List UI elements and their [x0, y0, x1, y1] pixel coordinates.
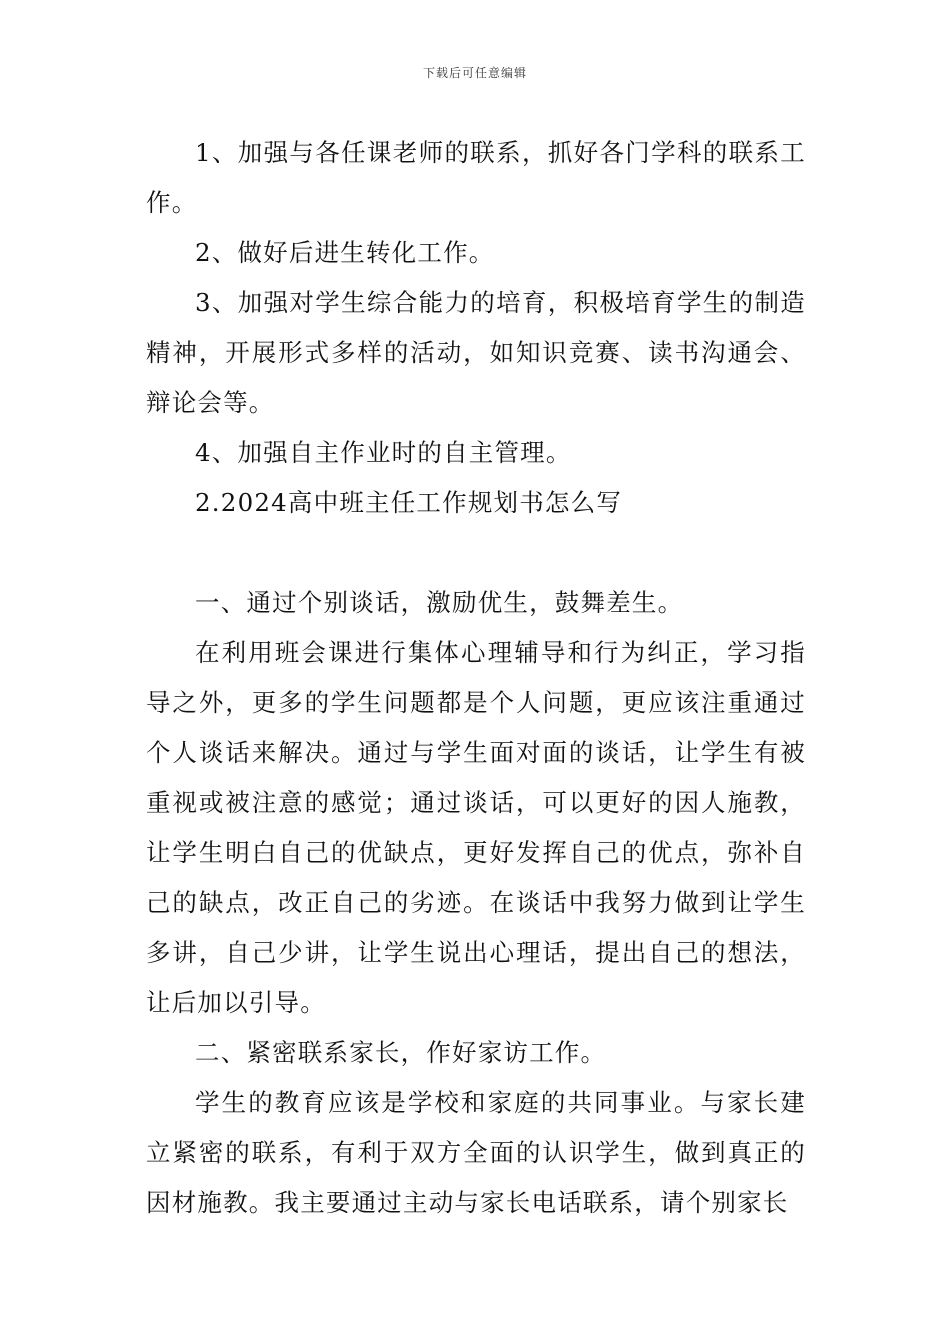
paragraph-item-4: 4、加强自主作业时的自主管理。: [195, 438, 572, 467]
subheading-two: 二、紧密联系家长，作好家访工作。: [195, 1038, 607, 1067]
paragraph-family: 学生的教育应该是学校和家庭的共同事业。与家长建立紧密的联系，有利于双方全面的认识学生，做到真正的因材施教。我主要通过主动与家长电话联系，请个别家长: [146, 1088, 806, 1217]
section-heading: 2.2024高中班主任工作规划书怎么写: [195, 488, 623, 517]
paragraph-item-1: 1、加强与各任课老师的联系，抓好各门学科的联系工作。: [146, 138, 806, 217]
document-body: [146, 128, 806, 1228]
blank-line: [146, 528, 806, 578]
page-header: 下载后可任意编辑: [422, 66, 527, 80]
paragraph-item-3: 3、加强对学生综合能力的培育，积极培育学生的制造精神，开展形式多样的活动，如知识竞赛、读书沟通会、辩论会等。: [146, 288, 806, 417]
paragraph-item-2: 2、做好后进生转化工作。: [195, 238, 495, 267]
paragraph-talk: 在利用班会课进行集体心理辅导和行为纠正，学习指导之外，更多的学生问题都是个人问题，更应该注重通过个人谈话来解决。通过与学生面对面的谈话，让学生有被重视或被注意的感觉；通过谈话，可以更好的因人施教，让学生明白自己的优缺点，更好发挥自己的优点，弥补自己的缺点，改正自己的劣迹。在谈话中我努力做到让学生多讲，自己少讲，让学生说出心理话，提出自己的想法，让后加以引导。: [146, 638, 806, 1017]
subheading-one: 一、通过个别谈话，激励优生，鼓舞差生。: [195, 588, 684, 617]
